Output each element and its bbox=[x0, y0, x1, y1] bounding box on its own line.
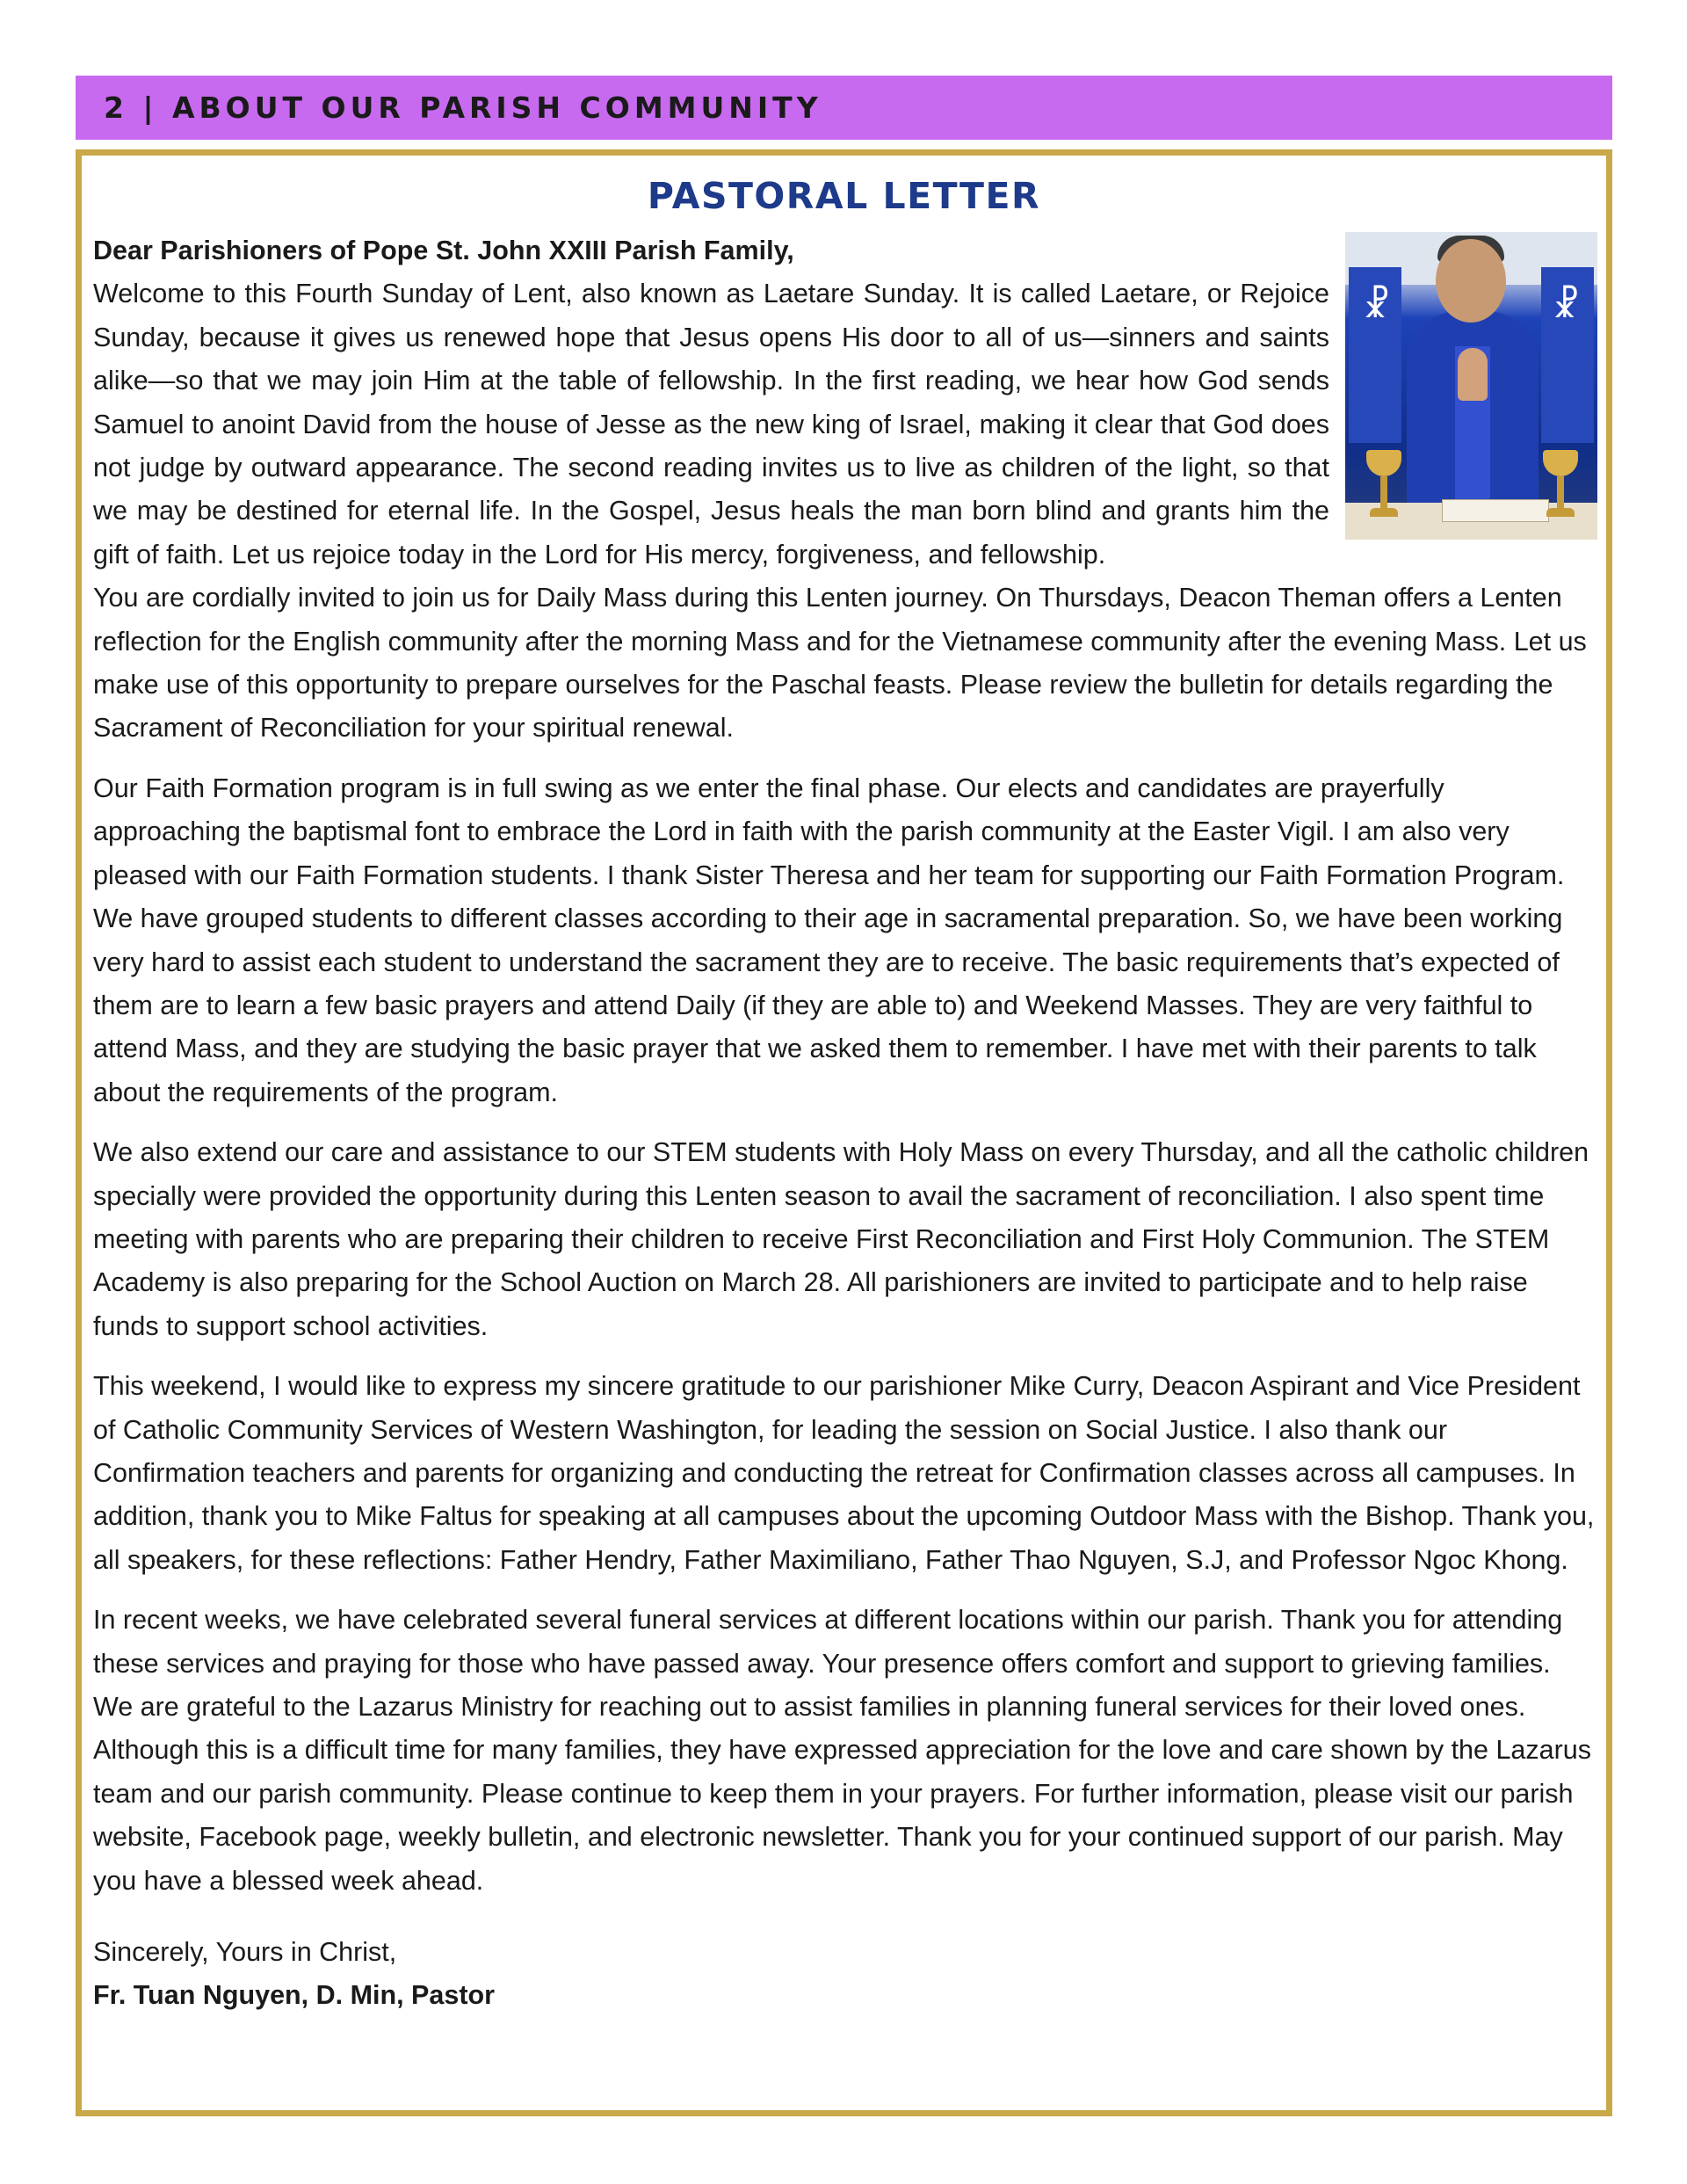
chi-rho-icon: ☧ bbox=[1363, 286, 1391, 326]
chalice-icon bbox=[1366, 450, 1401, 520]
letter-signature: Fr. Tuan Nguyen, D. Min, Pastor bbox=[93, 1980, 495, 2011]
letter-body bbox=[93, 229, 1597, 2018]
section-header-text: 2 | ABOUT OUR PARISH COMMUNITY bbox=[104, 91, 822, 125]
praying-hands-icon bbox=[1458, 348, 1488, 401]
chalice-icon bbox=[1543, 450, 1578, 520]
priest-praying-photo bbox=[1345, 232, 1597, 540]
letter-paragraph-4: We also extend our care and assistance to our STEM students with Holy Mass on every Thursday, and all the catholic children specially were provided the opportunity during this Lenten season to avail the sacrament of reconciliation. I also spent time meeting with parents who are preparing their children to receive First Reconciliation and First Holy Communion. The STEM Academy is also preparing for the School Auction on March 28. All parishioners are invited to participate and to help raise funds to support school activities. bbox=[93, 1137, 1589, 1341]
letter-paragraph-5: This weekend, I would like to express my sincere gratitude to our parishioner Mike Curry, Deacon Aspirant and Vice President of Catholic Community Services of Western Washington, for leading the session on Social Justice. I also thank our Confirmation teachers and parents for organizing and conducting the retreat for Confirmation classes across all campuses. In addition, thank you to Mike Faltus for speaking at all campuses about the upcoming Outdoor Mass with the Bishop. Thank you, all speakers, for these reflections: Father Hendry, Father Maximiliano, Father Thao Nguyen, S.J, and Professor Ngoc Khong. bbox=[93, 1371, 1595, 1575]
letter-closing: Sincerely, Yours in Christ, bbox=[93, 1937, 397, 1968]
letter-paragraph-2: You are cordially invited to join us for Daily Mass during this Lenten journey. On Thursdays, Deacon Theman offers a Lenten reflection for the English community after the morning Mass and for the Vietnamese community after the evening Mass. Let us make use of this opportunity to prepare ourselves for the Paschal feasts. Please review the bulletin for details regarding the Sacrament of Reconciliation for your spiritual renewal. bbox=[93, 583, 1587, 744]
letter-paragraph-1: Welcome to this Fourth Sunday of Lent, also known as Laetare Sunday. It is called Laetare, or Rejoice Sunday, because it gives us renewed hope that Jesus opens His door to all of us—sinners and saints alike—so that we may join Him at the table of fellowship. In the first reading, we hear how God sends Samuel to anoint David from the house of Jesse as the new king of Israel, making it clear that God does not judge by outward appearance. The second reading invites us to live as children of the light, so that we may be destined for eternal life. In the Gospel, Jesus heals the man born blind and grants him the gift of faith. Let us rejoice today in the Lord for His mercy, forgiveness, and fellowship. bbox=[93, 279, 1329, 570]
chi-rho-icon: ☧ bbox=[1552, 286, 1580, 326]
letter-greeting: Dear Parishioners of Pope St. John XXIII Parish Family, bbox=[93, 236, 794, 265]
letter-paragraph-3: Our Faith Formation program is in full swing as we enter the final phase. Our elects and candidates are prayerfully approaching the baptismal font to embrace the Lord in faith with the parish community at the Easter Vigil. I am also very pleased with our Faith Formation students. I thank Sister Theresa and her team for supporting our Faith Formation Program. We have grouped students to different classes according to their age in sacramental preparation. So, we have been working very hard to assist each student to understand the sacrament they are to receive. The basic requirements that’s expected of them are to learn a few basic prayers and attend Daily (if they are able to) and Weekend Masses. They are very faithful to attend Mass, and they are studying the basic prayer that we asked them to remember. I have met with their parents to talk about the requirements of the program. bbox=[93, 773, 1565, 1107]
photo-book bbox=[1442, 499, 1549, 522]
letter-title: PASTORAL LETTER bbox=[647, 175, 1041, 217]
pastoral-letter-frame bbox=[76, 149, 1612, 2116]
photo-head bbox=[1436, 239, 1506, 323]
letter-paragraph-6: In recent weeks, we have celebrated several funeral services at different locations within our parish. Thank you for attending these services and praying for those who have passed away. Your presence offers comfort and support to grieving families. We are grateful to the Lazarus Ministry for reaching out to assist families in planning funeral services for their loved ones. Although this is a difficult time for many families, they have expressed appreciation for the love and care shown by the Lazarus team and our parish community. Please continue to keep them in your prayers. For further information, please visit our parish website, Facebook page, weekly bulletin, and electronic newsletter. Thank you for your continued support of our parish. May you have a blessed week ahead. bbox=[93, 1605, 1591, 1896]
section-header-bar bbox=[76, 76, 1612, 140]
